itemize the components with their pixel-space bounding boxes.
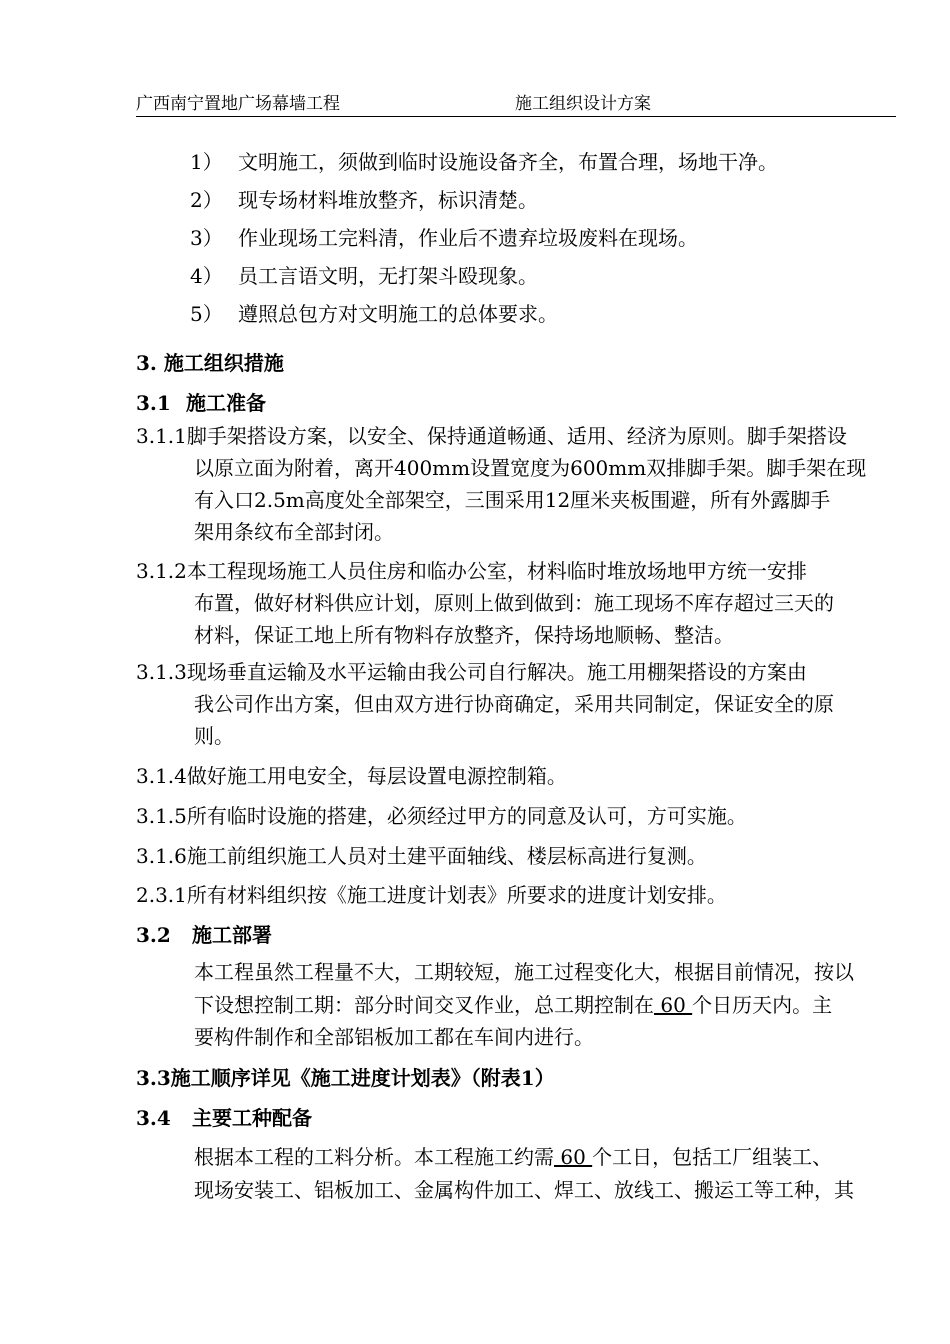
underlined-value: 60 bbox=[654, 993, 693, 1017]
list-item-number: 5） bbox=[190, 302, 223, 326]
heading-number: 3.1 bbox=[136, 391, 171, 415]
list-item-text: 文明施工，须做到临时设施设备齐全，布置合理，场地干净。 bbox=[238, 150, 778, 174]
paragraph-3-1-2-line: 布置，做好材料供应计划，原则上做到做到：施工现场不库存超过三天的 bbox=[194, 591, 834, 615]
section-heading-3-1 bbox=[136, 389, 266, 417]
paragraph-text: 个日历天内。主 bbox=[692, 993, 833, 1017]
paragraph-3-1-1-line: 有入口2.5m高度处全部架空，三围采用12厘米夹板围避，所有外露脚手 bbox=[194, 488, 831, 512]
paragraph-3-1-2-line: 3.1.2本工程现场施工人员住房和临办公室，材料临时堆放场地甲方统一安排 bbox=[136, 559, 807, 583]
paragraph-3-1-4: 3.1.4做好施工用电安全，每层设置电源控制箱。 bbox=[136, 764, 567, 788]
underlined-value: 60 bbox=[554, 1145, 593, 1169]
section-heading-3-2 bbox=[136, 921, 272, 949]
paragraph-3-1-1-line: 架用条纹布全部封闭。 bbox=[194, 520, 394, 544]
paragraph-3-1-3-line: 则。 bbox=[194, 724, 234, 748]
header-divider bbox=[136, 116, 896, 117]
paragraph-2-3-1: 2.3.1所有材料组织按《施工进度计划表》所要求的进度计划安排。 bbox=[136, 883, 727, 907]
list-item bbox=[190, 186, 538, 214]
heading-title: 施工准备 bbox=[186, 391, 266, 415]
list-item-text: 作业现场工完料清，作业后不遗弃垃圾废料在现场。 bbox=[238, 226, 698, 250]
list-item bbox=[190, 300, 558, 328]
list-item-number: 4） bbox=[190, 264, 223, 288]
list-item-number: 3） bbox=[190, 226, 223, 250]
paragraph-3-2-line: 本工程虽然工程量不大，工期较短，施工过程变化大，根据目前情况，按以 bbox=[194, 960, 854, 984]
list-item-text: 员工言语文明，无打架斗殴现象。 bbox=[238, 264, 538, 288]
section-heading-3-3: 3.3施工顺序详见《施工进度计划表》（附表1） bbox=[136, 1066, 555, 1090]
section-heading-3-4 bbox=[136, 1104, 312, 1132]
paragraph-3-1-6: 3.1.6施工前组织施工人员对土建平面轴线、楼层标高进行复测。 bbox=[136, 844, 707, 868]
section-heading-3: 3. 施工组织措施 bbox=[136, 351, 284, 375]
paragraph-text: 下设想控制工期：部分时间交叉作业，总工期控制在 bbox=[194, 993, 654, 1017]
paragraph-3-2-line bbox=[194, 991, 832, 1019]
heading-number: 3.4 bbox=[136, 1106, 171, 1130]
paragraph-3-1-3-line: 我公司作出方案，但由双方进行协商确定，采用共同制定，保证安全的原 bbox=[194, 692, 834, 716]
list-item bbox=[190, 224, 698, 252]
header-document-title: 施工组织设计方案 bbox=[515, 94, 651, 114]
paragraph-text: 根据本工程的工料分析。本工程施工约需 bbox=[194, 1145, 554, 1169]
heading-title: 主要工种配备 bbox=[192, 1106, 312, 1130]
paragraph-3-1-2-line: 材料，保证工地上所有物料存放整齐，保持场地顺畅、整洁。 bbox=[194, 623, 734, 647]
paragraph-3-4-line: 现场安装工、铝板加工、金属构件加工、焊工、放线工、搬运工等工种，其 bbox=[194, 1178, 854, 1202]
heading-title: 施工部署 bbox=[192, 923, 272, 947]
paragraph-3-1-1-line: 以原立面为附着，离开400mm设置宽度为600mm双排脚手架。脚手架在现 bbox=[194, 456, 867, 480]
list-item-text: 遵照总包方对文明施工的总体要求。 bbox=[238, 302, 558, 326]
paragraph-3-1-1-line: 3.1.1脚手架搭设方案，以安全、保持通道畅通、适用、经济为原则。脚手架搭设 bbox=[136, 424, 847, 448]
paragraph-text: 个工日，包括工厂组装工、 bbox=[592, 1145, 833, 1169]
paragraph-3-1-5: 3.1.5所有临时设施的搭建，必须经过甲方的同意及认可，方可实施。 bbox=[136, 804, 747, 828]
paragraph-3-4-line bbox=[194, 1143, 832, 1171]
list-item-number: 1） bbox=[190, 150, 223, 174]
list-item-text: 现专场材料堆放整齐，标识清楚。 bbox=[238, 188, 538, 212]
list-item bbox=[190, 148, 778, 176]
list-item bbox=[190, 262, 538, 290]
header-project-title: 广西南宁置地广场幕墙工程 bbox=[136, 94, 340, 114]
paragraph-3-1-3-line: 3.1.3现场垂直运输及水平运输由我公司自行解决。施工用棚架搭设的方案由 bbox=[136, 660, 807, 684]
paragraph-3-2-line: 要构件制作和全部铝板加工都在车间内进行。 bbox=[194, 1025, 594, 1049]
heading-number: 3.2 bbox=[136, 923, 171, 947]
list-item-number: 2） bbox=[190, 188, 223, 212]
